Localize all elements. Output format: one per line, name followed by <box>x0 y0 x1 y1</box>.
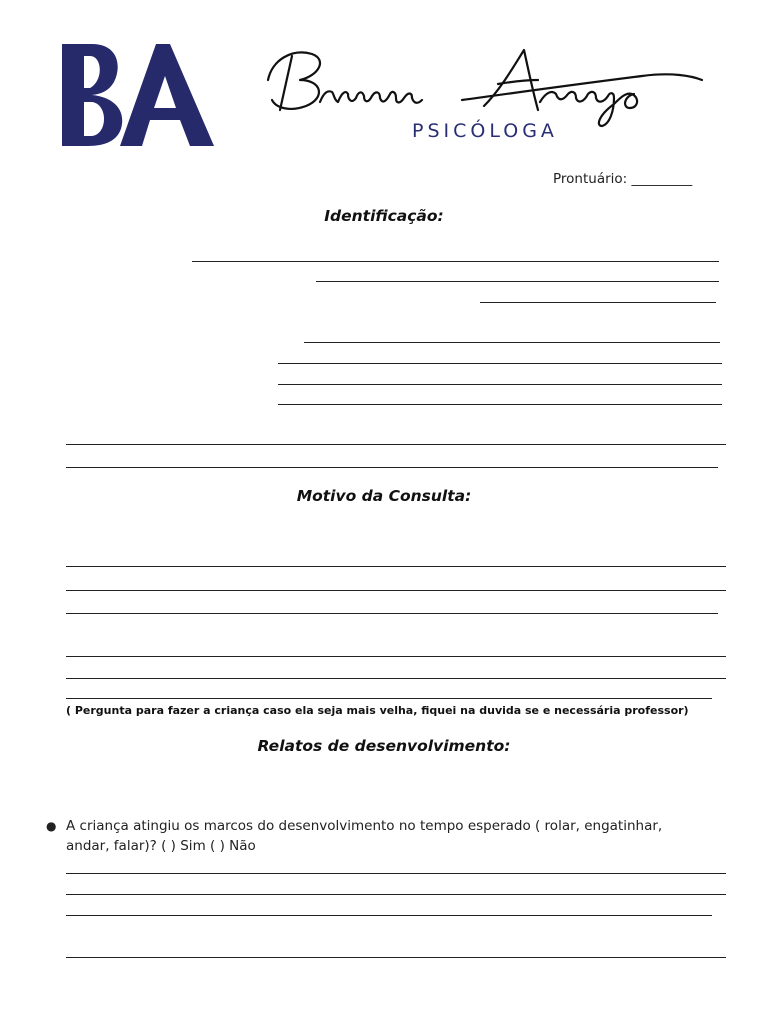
answer-line[interactable] <box>66 698 712 699</box>
answer-line[interactable] <box>66 656 726 657</box>
answer-line[interactable] <box>66 444 726 445</box>
section-title-identificacao: Identificação: <box>324 207 444 225</box>
ba-monogram-logo <box>62 42 216 148</box>
brunna-araujo-script-logo <box>262 40 712 130</box>
answer-line[interactable] <box>66 566 726 567</box>
answer-line[interactable] <box>66 467 718 468</box>
prontuario-field[interactable]: Prontuário: _________ <box>553 171 693 187</box>
contato-2-line[interactable] <box>278 384 722 385</box>
idade-line[interactable] <box>480 302 716 303</box>
note-text: ( Pergunta para fazer a criança caso ela seja mais velha, fiquei na duvida se e necessária professor) <box>66 704 689 717</box>
answer-line[interactable] <box>66 590 726 591</box>
section-title-relatos: Relatos de desenvolvimento: <box>257 737 511 755</box>
bullet-icon: ● <box>46 819 57 833</box>
contato-3-line[interactable] <box>278 404 722 405</box>
section-title-motivo: Motivo da Consulta: <box>296 487 472 505</box>
escolaridade-line[interactable] <box>316 281 719 282</box>
answer-line[interactable] <box>66 915 712 916</box>
answer-line[interactable] <box>66 678 726 679</box>
answer-line[interactable] <box>66 873 726 874</box>
profession-label: PSICÓLOGA <box>412 120 558 142</box>
contato-1-line[interactable] <box>278 363 722 364</box>
answer-line[interactable] <box>66 894 726 895</box>
list-item-marcos: ● A criança atingiu os marcos do desenvolvimento no tempo esperado ( rolar, engatinhar, andar, falar)? ( ) Sim ( ) Não <box>46 818 663 854</box>
nome-completo-line[interactable] <box>192 261 719 262</box>
answer-line[interactable] <box>66 957 726 958</box>
answer-line[interactable] <box>66 613 718 614</box>
pais-line[interactable] <box>304 342 720 343</box>
